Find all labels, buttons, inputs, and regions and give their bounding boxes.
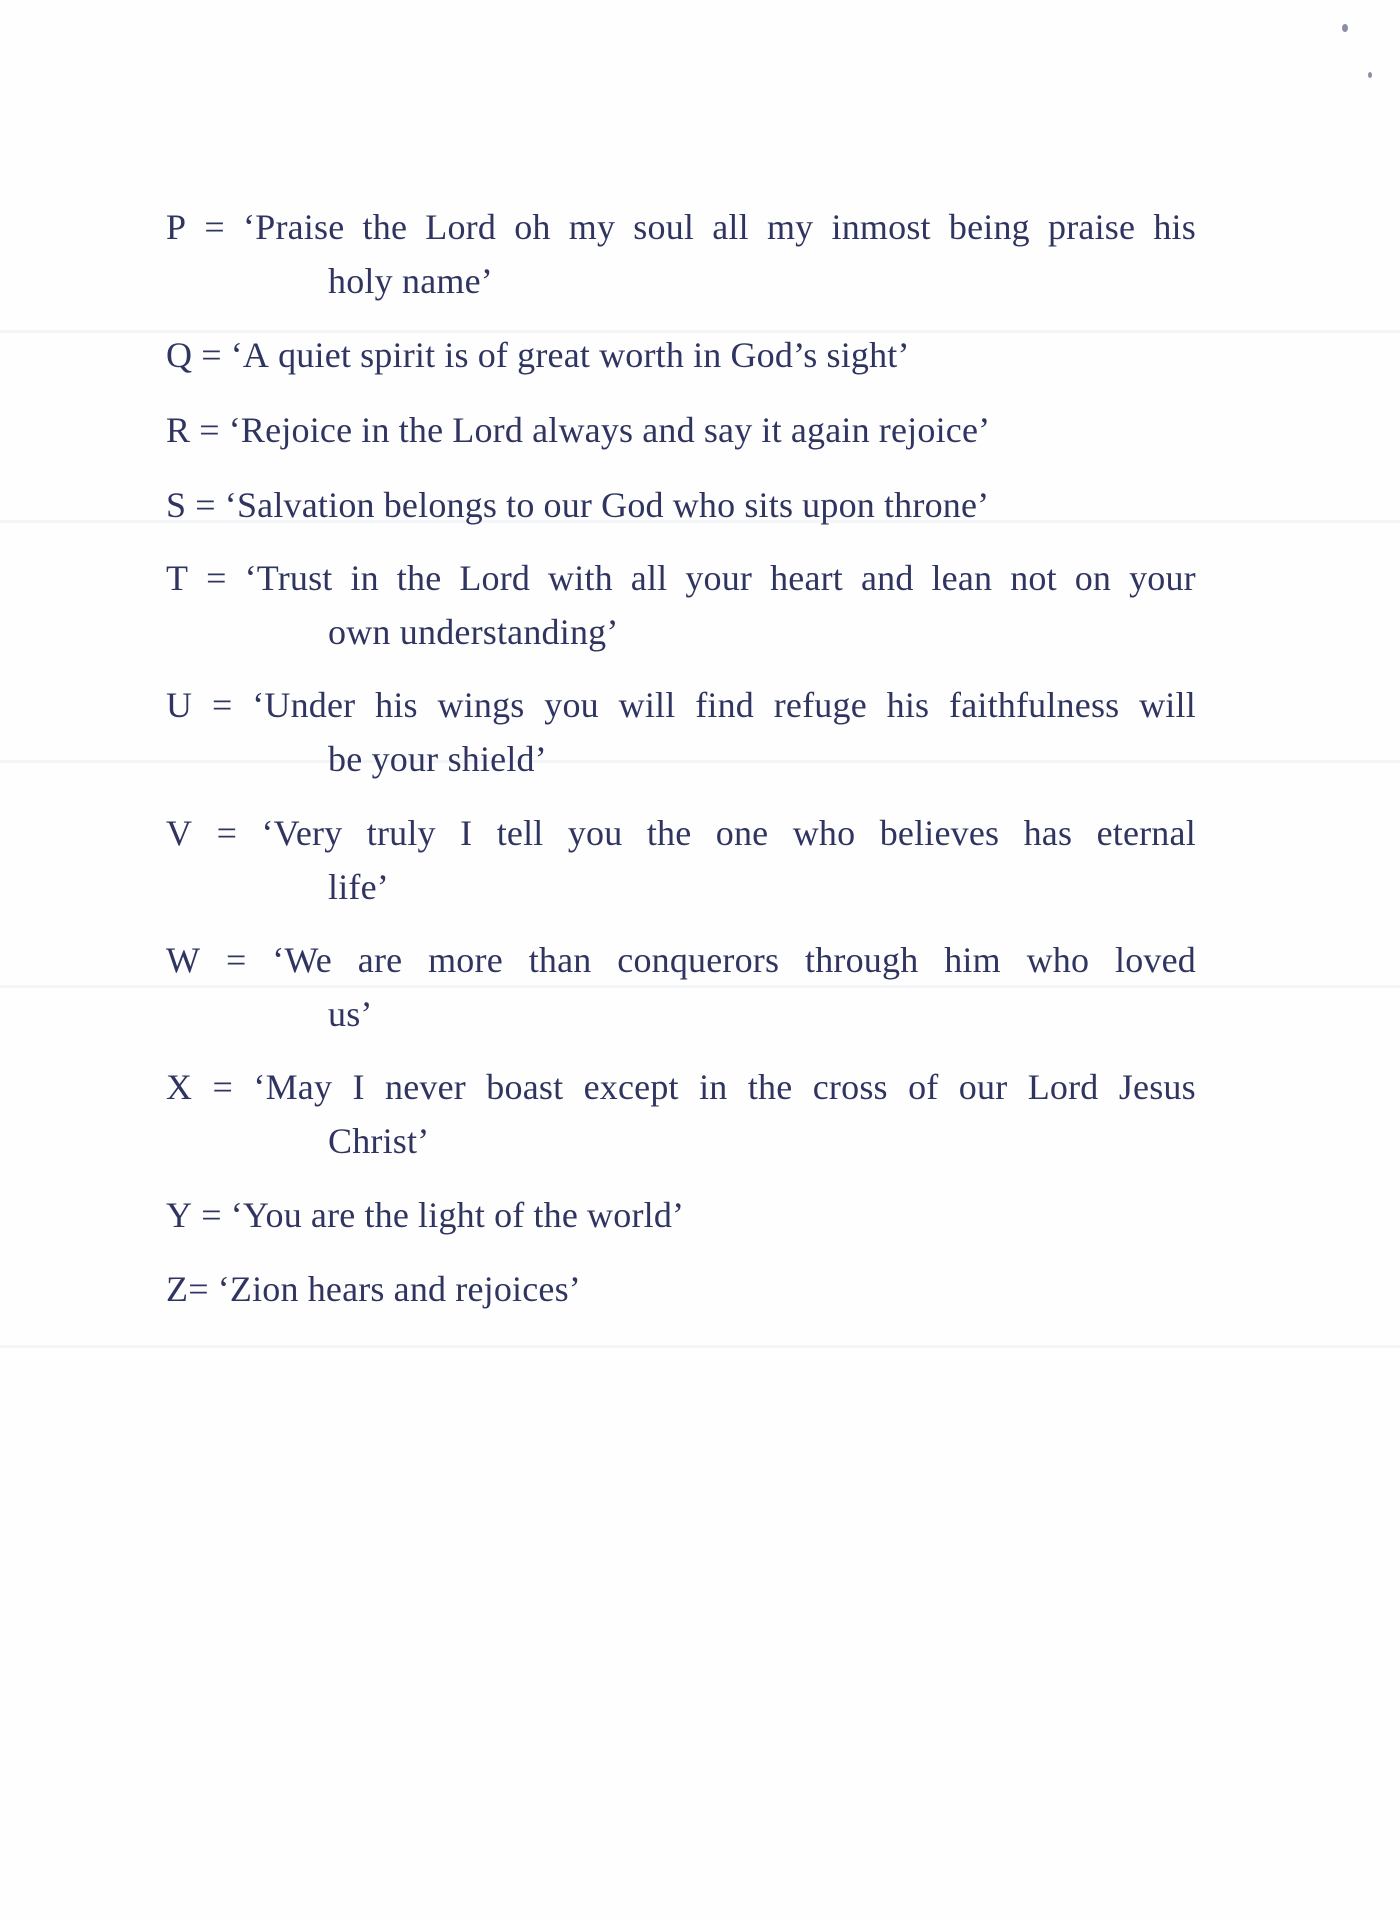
verse-word: sight’ (826, 335, 910, 375)
verse-word: ‘A (230, 335, 270, 375)
verse-word: believes (879, 813, 1000, 853)
verse-word: world’ (587, 1195, 685, 1235)
verse-entry-y (166, 1188, 1196, 1242)
verse-word: will (1139, 685, 1196, 725)
verse-word: oh (514, 207, 551, 247)
verse-word: find (695, 685, 754, 725)
verse-word: Jesus (1118, 1067, 1196, 1107)
verse-word: God’s (730, 335, 818, 375)
verse-word: and (642, 410, 695, 450)
verse-word: = (201, 1195, 222, 1235)
verse-word: your (1129, 558, 1196, 598)
verse-word: sits (744, 485, 794, 525)
verse-word: ‘Zion (217, 1269, 299, 1309)
scan-speck (1342, 24, 1348, 32)
verse-word: my (568, 207, 616, 247)
verse-continuation: us’ (328, 994, 373, 1034)
verse-word: W (166, 940, 201, 980)
verse-word: quiet (278, 335, 352, 375)
verse-entry-u (166, 678, 1196, 786)
verse-word: cross (812, 1067, 888, 1107)
verse-word: say (703, 410, 753, 450)
verse-word: who (1026, 940, 1090, 980)
verse-word: has (1023, 813, 1073, 853)
verse-word: my (766, 207, 814, 247)
verse-continuation: life’ (328, 867, 389, 907)
verse-word: T (166, 558, 189, 598)
verse-word: in (361, 410, 390, 450)
verse-word: ‘Under (252, 685, 356, 725)
verse-word: loved (1115, 940, 1196, 980)
verse-word: soul (633, 207, 695, 247)
verse-word: in (693, 335, 722, 375)
verse-word: his (1153, 207, 1196, 247)
verse-word: you (544, 685, 599, 725)
verse-entry-t (166, 551, 1196, 659)
verse-word: = (225, 940, 247, 980)
verse-word: of (494, 1195, 525, 1235)
verse-word: being (948, 207, 1030, 247)
verse-word: your (685, 558, 753, 598)
verse-word: who (792, 813, 856, 853)
verse-word: with (548, 558, 613, 598)
verse-word: in (350, 558, 379, 598)
verse-word: the (364, 1195, 410, 1235)
verse-word: of (477, 335, 509, 375)
verse-line (166, 478, 1196, 532)
verse-entry-q (166, 328, 1196, 382)
verse-continuation: holy name’ (328, 261, 493, 301)
verse-entry-s (166, 478, 1196, 532)
verse-word: God (601, 485, 664, 525)
verse-word: conquerors (617, 940, 780, 980)
verse-entry-z (166, 1262, 1196, 1316)
verse-continuation: Christ’ (328, 1121, 430, 1161)
verse-word: ‘May (253, 1067, 333, 1107)
verse-line (166, 933, 1196, 987)
scan-speck (1368, 72, 1372, 78)
verse-word: wings (437, 685, 525, 725)
verse-word: rejoice’ (878, 410, 991, 450)
verse-word: tell (496, 813, 544, 853)
verse-word: is (444, 335, 469, 375)
verse-word: in (699, 1067, 728, 1107)
verse-word: Q (166, 335, 193, 375)
verse-word: the (533, 1195, 579, 1235)
verse-word: the (398, 410, 444, 450)
verse-word: Lord (425, 207, 497, 247)
verse-line (166, 200, 1196, 254)
verse-word: it (761, 410, 782, 450)
verse-word: ‘You (230, 1195, 302, 1235)
verse-word: light (418, 1195, 486, 1235)
verse-word: inmost (831, 207, 931, 247)
verse-entry-p (166, 200, 1196, 308)
verse-word: great (517, 335, 591, 375)
verse-word: the (362, 207, 408, 247)
verse-continuation: be your shield’ (328, 739, 547, 779)
verse-line (166, 806, 1196, 860)
verse-line (166, 1262, 1196, 1316)
verse-word: Lord (452, 410, 524, 450)
verse-word: V (166, 813, 193, 853)
verse-word: through (805, 940, 919, 980)
verse-word: I (460, 813, 473, 853)
verse-word: = (216, 813, 238, 853)
verse-word: U (166, 685, 193, 725)
verse-word: = (206, 558, 227, 598)
verse-word: the (646, 813, 692, 853)
verse-word: R (166, 410, 191, 450)
verse-word: ‘Praise (243, 207, 345, 247)
verse-word: are (357, 940, 403, 980)
verse-word: = (199, 410, 220, 450)
verse-word: you (567, 813, 623, 853)
verse-word: throne’ (883, 485, 990, 525)
verse-word: rejoices’ (455, 1269, 581, 1309)
verse-line (166, 328, 1196, 382)
verse-word: boast (486, 1067, 564, 1107)
verse-word: the (396, 558, 442, 598)
verse-word: = (204, 207, 225, 247)
verse-word: the (747, 1067, 793, 1107)
verse-line (166, 1060, 1196, 1114)
verse-word: = (201, 335, 222, 375)
verse-word: to (506, 485, 535, 525)
verse-word: Lord (459, 558, 531, 598)
verse-word: = (195, 485, 216, 525)
verse-word: upon (802, 485, 875, 525)
verse-word: P (166, 207, 187, 247)
verse-word: spirit (360, 335, 436, 375)
verse-entry-r (166, 403, 1196, 457)
verse-word: all (712, 207, 749, 247)
verse-word: him (944, 940, 1001, 980)
verse-word: of (908, 1067, 939, 1107)
verse-line (166, 1188, 1196, 1242)
verse-word: on (1074, 558, 1112, 598)
verse-word: our (958, 1067, 1008, 1107)
verse-word: truly (366, 813, 436, 853)
verse-word: our (543, 485, 593, 525)
verse-word: X (166, 1067, 193, 1107)
verse-line (166, 678, 1196, 732)
verse-word: Y (166, 1195, 193, 1235)
verse-word: one (715, 813, 769, 853)
verse-word: refuge (773, 685, 867, 725)
verse-word: worth (599, 335, 685, 375)
verse-word: more (428, 940, 503, 980)
verse-word: and (860, 558, 914, 598)
scan-artifact (0, 1345, 1400, 1348)
verse-word: ‘Rejoice (228, 410, 353, 450)
verse-word: and (393, 1269, 447, 1309)
verse-word: = (211, 685, 233, 725)
verse-word: ‘Very (261, 813, 343, 853)
verse-word: who (672, 485, 736, 525)
verse-word: S (166, 485, 187, 525)
verse-word: faithfulness (949, 685, 1120, 725)
verse-word: his (886, 685, 930, 725)
verse-word: praise (1048, 207, 1136, 247)
verse-entry-v (166, 806, 1196, 914)
verse-line (166, 551, 1196, 605)
verse-word: heart (770, 558, 844, 598)
verse-word: his (375, 685, 418, 725)
verse-word: hears (307, 1269, 385, 1309)
verse-line (166, 403, 1196, 457)
verse-word: ‘Salvation (224, 485, 375, 525)
verse-word: eternal (1096, 813, 1196, 853)
verse-word: lean (931, 558, 993, 598)
verse-word: never (385, 1067, 466, 1107)
verse-word: belongs (383, 485, 498, 525)
verse-word: will (618, 685, 676, 725)
verse-word: than (528, 940, 592, 980)
verse-word: are (310, 1195, 356, 1235)
verse-word: ‘We (272, 940, 332, 980)
verse-word: I (352, 1067, 365, 1107)
verse-word: ‘Trust (244, 558, 333, 598)
verse-word: again (790, 410, 870, 450)
verse-word: always (532, 410, 634, 450)
verse-continuation: own understanding’ (328, 612, 619, 652)
verse-entry-w (166, 933, 1196, 1041)
verse-word: all (630, 558, 668, 598)
verse-word: not (1010, 558, 1057, 598)
verse-word: Lord (1027, 1067, 1099, 1107)
verse-word: except (583, 1067, 679, 1107)
verse-word: = (212, 1067, 234, 1107)
verse-word: Z= (166, 1269, 209, 1309)
verse-entry-x (166, 1060, 1196, 1168)
